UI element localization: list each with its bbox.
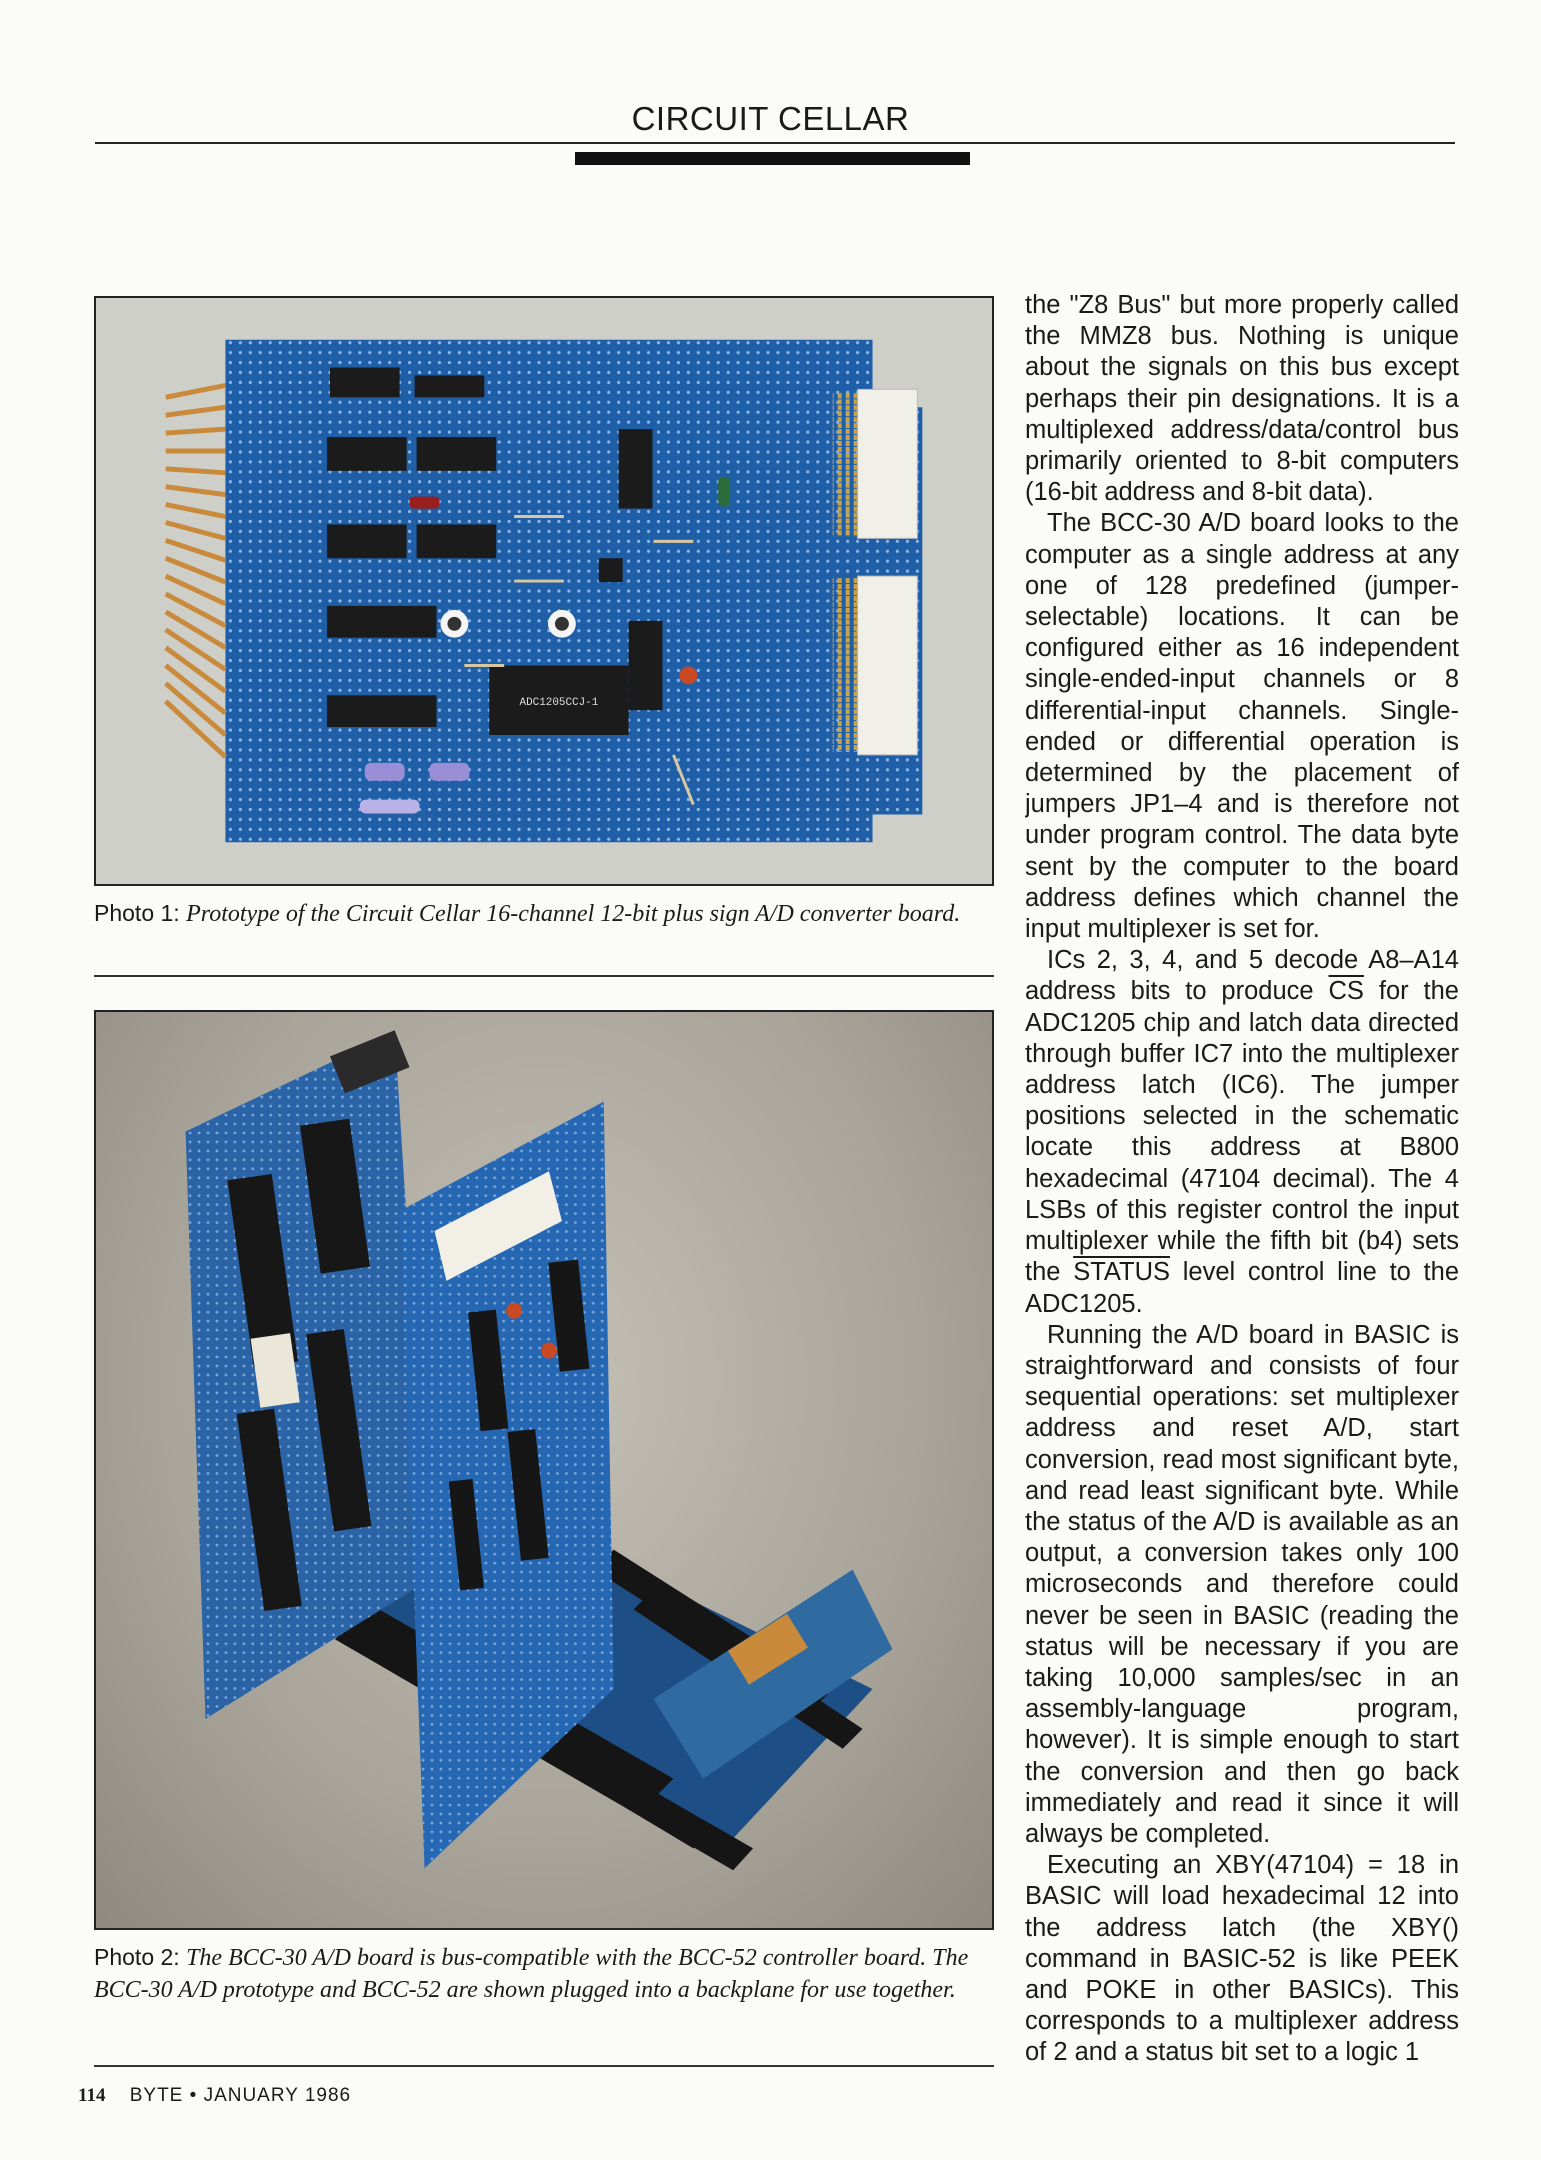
paragraph-segment: level control line to the ADC1205. (1025, 1258, 1459, 1318)
header-rule (95, 142, 1455, 144)
photo-1-caption (94, 898, 994, 930)
paragraph: Executing an XBY(47104) = 18 in BASIC will load hexadecimal 12 into the address latch (the XBY() command in BASIC-52 is like PEEK and POKE in other BASICs). This corresponds to a multiplexer address of 2 and a status bit set to a logic 1 (1025, 1851, 1459, 2067)
paragraph: The BCC-30 A/D board looks to the computer as a single address at any one of 128 predefined (jumper-selectable) locations. It can be configured either as 16 independent single-ended-input channels or 8 differential-input channels. Single-ended or differential operation is determined by the placement of jumpers JP1–4 and is therefore not under program control. The data byte sent by the computer to the board address defines which channel the input multiplexer is set for. (1025, 509, 1459, 944)
page-number: 114 (78, 2085, 106, 2106)
adc-chip-label: ADC1205CCJ-1 (519, 697, 599, 710)
header-bar (575, 152, 970, 165)
caption-rule (94, 975, 994, 977)
article-body-column (1025, 290, 1459, 2080)
circuit-board-illustration (96, 298, 992, 884)
paragraph: Running the A/D board in BASIC is straightforward and consists of four sequential operations: set multiplexer address and reset A/D, start conversion, read most significant byte, and read least significant byte. While the status of the A/D is available as an output, a conversion takes only 100 microseconds and therefore could never be seen in BASIC (reading the status will be necessary if you are taking 10,000 samples/sec in an assembly-language program, however). It is simple enough to start the conversion and then go back immediately and read it since it will always be completed. (1025, 1320, 1459, 1848)
backplane-illustration (96, 1012, 992, 1928)
caption-rule (94, 2065, 994, 2067)
page-footer (78, 2085, 351, 2107)
section-title: CIRCUIT CELLAR (631, 100, 910, 137)
photo-1-label: Photo 1: (94, 900, 180, 926)
photo-2-caption (94, 1942, 994, 2006)
cs-signal: $\overline{CS}$ (1328, 977, 1364, 1006)
paragraph-segment: ICs 2, 3, 4, and 5 decode A8–A14 address bits to produce (1025, 946, 1459, 1006)
photo-2-caption-text: The BCC-30 A/D board is bus-compatible with the BCC-52 controller board. The BCC-30 A/D prototype and BCC-52 are shown plugged into a backplane for use together. (94, 1945, 969, 2003)
photo-1-caption-text: Prototype of the Circuit Cellar 16-channel 12-bit plus sign A/D converter board. (186, 901, 961, 927)
paragraph-segment: for the ADC1205 chip and latch data directed through buffer IC7 into the multiplexer address latch (IC6). The jumper positions selected in the schematic locate this address at B800 hexadecimal (47104 decimal). The 4 LSBs of this register control the input multiplexer while the fifth bit (b4) sets the (1025, 977, 1459, 1287)
footer-text: BYTE • JANUARY 1986 (129, 2085, 352, 2106)
paragraph: the "Z8 Bus" but more properly called the MMZ8 bus. Nothing is unique about the signals on this bus except perhaps their pin designations. It is a multiplexed address/data/control bus primarily oriented to 8-bit computers (16-bit address and 8-bit data). (1025, 291, 1459, 507)
photo-2-label: Photo 2: (94, 1944, 180, 1970)
photo-2-backplane-boards (94, 1010, 994, 1930)
photo-1-ad-board (94, 296, 994, 886)
status-signal: STATUS (1073, 1258, 1170, 1287)
paragraph (1025, 945, 1459, 1319)
